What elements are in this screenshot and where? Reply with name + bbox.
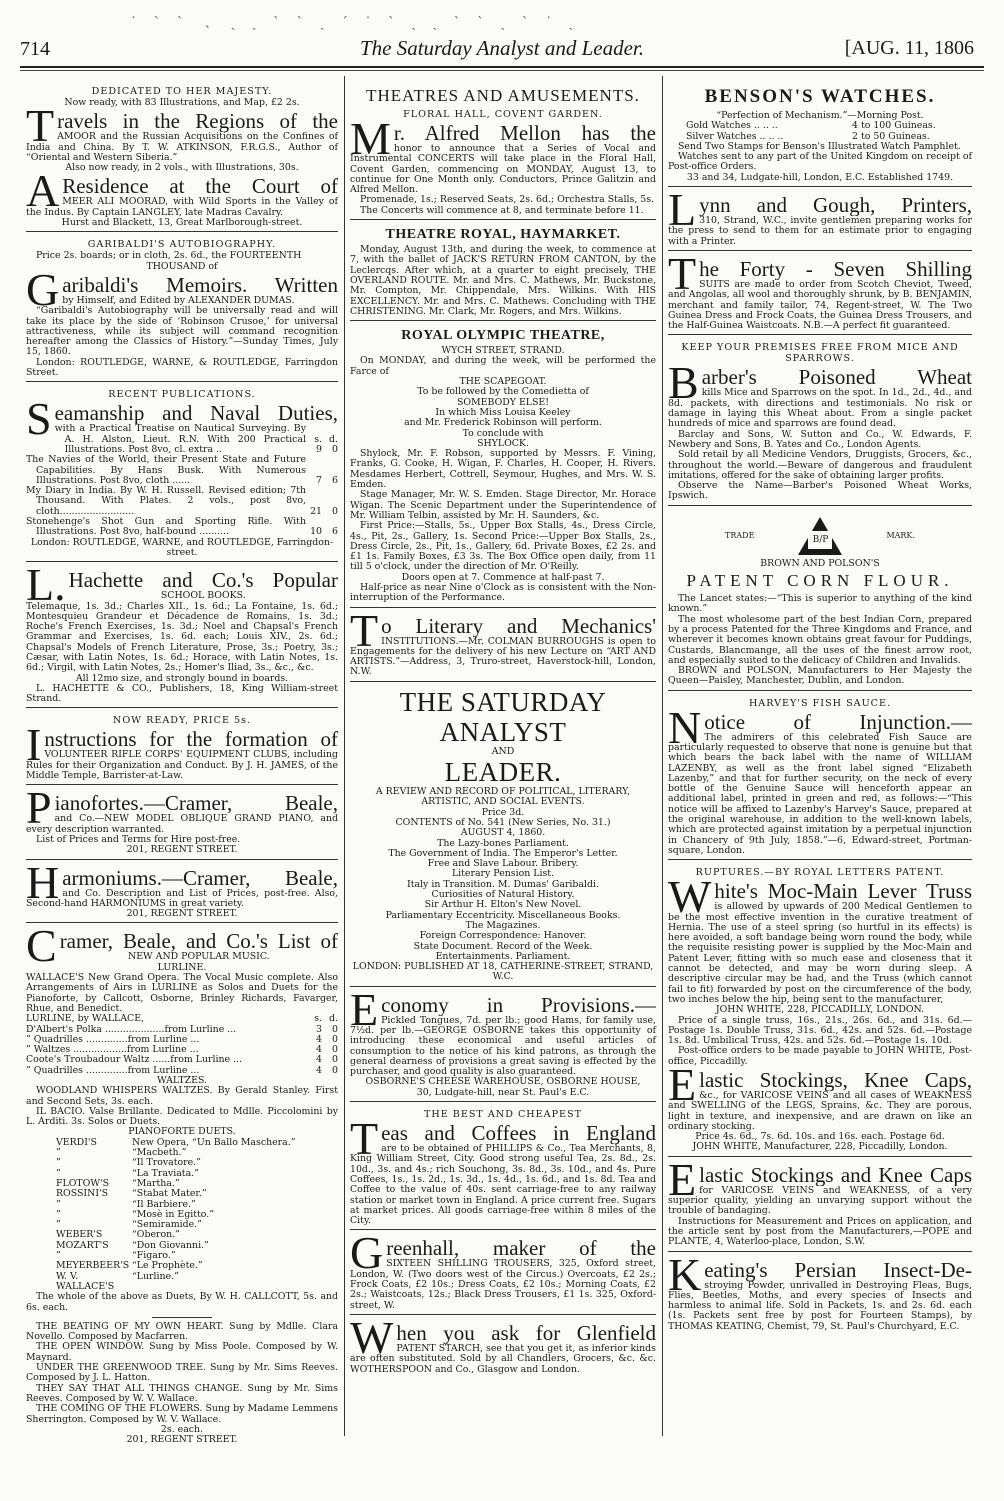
centered-line: and Mr. Frederick Robinson will perform. (404, 417, 602, 429)
paragraph: Half-price as near Nine o'Clock as is consistent with the Non-interruption of the Performance. (350, 581, 656, 604)
advertisement (668, 1248, 972, 1335)
centered-line: BROWN AND POLSON'S (760, 557, 880, 569)
section-kicker: FLORAL HALL, COVENT GARDEN. (403, 109, 603, 120)
centered-line: WALTZES. (156, 1075, 208, 1086)
price-pence: 0 (332, 1064, 338, 1076)
headline: arber's Poisoned Wheat (701, 366, 972, 389)
centered-line: LONDON: PUBLISHED AT 18, CATHERINE-STREET, STRAND, W.C. (352, 961, 654, 983)
price-row (26, 455, 338, 486)
paragraph: The admirers of this celebrated Fish Sauce are particularly requested to observe that none is genuine but that which bears the back label with the name of WILLIAM LAZENBY, as well as the front label signed “Elizabeth Lazenby,” and that for further security, on the neck of every bottle of the Genuine Sauce will henceforth appear an additional label, printed in green and red, as follows:—“This notice will be affixed to Lazenby's Harvey's Sauce, prepared at the original warehouse, in addition to the well-known labels, which are protected against imitation by a perpetual injunction in Chancery of 9th July, 1858.”—6, Edward-street, Portman-square, London. (668, 731, 972, 856)
paragraph: Observe the Name—Barber's Poisoned Wheat Works, Ipswich. (668, 480, 972, 502)
paragraph: Sold retail by all Medicine Vendors, Druggists, Grocers, &c., throughout the world.—Beware of dangerous and fraudulent imitations, offered for the sake of obtaining larger profits. (668, 449, 972, 481)
paragraph: The Concerts will commence at 8, and terminate before 11. (360, 204, 644, 216)
drop-cap: C (26, 920, 57, 972)
composer: ROSSINI'S (56, 1188, 109, 1200)
header-rule-thin (20, 70, 984, 71)
paragraph: Barclay and Sons, W. Sutton and Co., W. Edwards, F. Newbery and Sons, B. Yates and Co., London Agents. (668, 428, 972, 450)
price-pence: d. (329, 1013, 338, 1025)
composer: ” (56, 1147, 61, 1159)
centered-line: In which Miss Louisa Keeley (435, 406, 571, 418)
headline: hen you ask for Glenfield (396, 1321, 656, 1344)
headline: Hachette and Co.'s Popular (68, 569, 338, 592)
composer: ” (56, 1208, 61, 1220)
scan-noise: ˙ ` ` ﹑ ˎ ˏ ` ˋ ˎ ˊ ˙ ` ˎ ˏ ˋ ˋ ˎ ` ˙ ˏ (130, 15, 580, 31)
price-pence: 0 (332, 1033, 338, 1045)
advertisement (350, 1227, 656, 1314)
drop-cap: T (26, 100, 55, 152)
drop-cap: E (668, 1153, 697, 1205)
paragraph: Instructions for Measurement and Prices on application, and the article sent by post from the Manufacturers,—POPE and PLANTE, 4, Waterloo-place, London, S.W. (668, 1215, 972, 1248)
mark-label: MARK. (886, 531, 915, 541)
centered-line: The Magazines. (465, 919, 541, 931)
centered-line: CONTENTS of No. 541 (New Series, No. 31.) (395, 816, 611, 828)
composer: ” (56, 1219, 61, 1231)
price-shillings: 3 (316, 1023, 322, 1035)
paragraph: The Lancet states:—“This is superior to anything of the kind known.” (668, 593, 972, 615)
paragraph: BROWN and POLSON, Manufacturers to Her Majesty the Queen—Paisley, Manchester, Dublin, and London. (668, 665, 972, 687)
price-item: ” Quadrilles ..............from Lurline ... (26, 1064, 200, 1076)
paragraph: UNDER THE GREENWOOD TREE. Sung by Mr. Sims Reeves. Composed by J. L. Hatton. (26, 1362, 338, 1384)
advertisement (26, 559, 338, 708)
paragraph: PATENT STARCH, see that you get it, as inferior kinds are often substituted. Sold by all Chandlers, Grocers, &c. &c. WOTHERSPOON and Co., Glasgow and London. (350, 1342, 656, 1375)
price-item: Silver Watches .. .. .. (686, 130, 784, 142)
drop-cap: E (668, 1059, 697, 1110)
paragraph: Monday, August 13th, and during the week, to commence at 7, with the ballet of JACK'S RETURN FROM CANTON, by the Leclercqs. After which, at a quarter to eight precisely, THE OVERLAND ROUTE. Mr. and Mrs. C. Mathews, Mr. Buckstone, Mr. Compton, Mr. Chippendale, Mrs. Wilkins. With HIS EXCELLENCY. Mr. and Mrs. C. Mathews. Concluding with THE CHRISTENING. Mr. Clark, Mr. Rogers, and Mrs. Wilkins. (350, 244, 656, 317)
paragraph: Stage Manager, Mr. W. S. Emden. Stage Director, Mr. Horace Wigan. The Scenic Department under the Superintendence of Mr. William Telbin, assisted by Mr. H. Saunders, &c. (350, 489, 656, 521)
masthead-title: THE SATURDAY ANALYST (399, 686, 607, 747)
paragraph: are to be obtained of PHILLIPS & Co., Tea Merchants, 8, King William Street, City. Good strong useful Tea, 2s. 8d., 2s. 10d., 3s. and 4s.; rich Souchong, 3s. 8d., 3s. 10d., and 4s. Pure Coffees, 1s., 1s. 2d., 1s. 3d., 1s. 4d., 1s. 6d., and 1s. 8d. Tea and Coffee to the value of 40s. sent carriage-free to any railway station or market town in England. A price current free. Sugars at market prices. All goods carriage-free within 8 miles of the City. (350, 1143, 656, 1227)
paragraph: VOLUNTEER RIFLE CORPS' EQUIPMENT CLUBS, including Rules for their Organization and Conduct. By J. H. JAMES, of the Middle Temple, Barrister-at-Law. (26, 749, 338, 782)
composer: ” (56, 1250, 61, 1262)
price-pence: 0 (332, 1023, 338, 1035)
centered-line: State Document. Record of the Week. (413, 940, 593, 952)
centered-line: Literary Pension List. (451, 868, 555, 880)
music-list-item (26, 1272, 338, 1293)
issue-date: [AUG. 11, 1806 (844, 37, 974, 59)
paragraph: 310, Strand, W.C., invite gentlemen preparing works for the press to send to them for an estimate prior to engaging with a Printer. (668, 215, 972, 247)
composer: WEBER'S (56, 1229, 103, 1241)
paragraph: THE BEATING OF MY OWN HEART. Sung by Mdlle. Clara Novello. Composed by Macfarren. (26, 1320, 338, 1343)
centered-line: Also now ready, in 2 vols., with Illustrations, 30s. (65, 162, 299, 174)
price-value: 2 to 50 Guineas. (852, 130, 930, 142)
price-pence: 6 (332, 526, 338, 538)
composer: ” (56, 1167, 61, 1179)
centered-line: Now ready, with 83 Illustrations, and Map, £2 2s. (64, 97, 300, 108)
headline: hite's Moc-Main Lever Truss (714, 880, 972, 903)
price-shillings: 10 (310, 526, 322, 538)
paragraph: THEY SAY THAT ALL THINGS CHANGE. Sung by Mr. Sims Reeves. Composed by W. V. Wallace. (26, 1382, 338, 1404)
headline: Residence at the Court of (62, 175, 338, 198)
headline: r. Alfred Mellon has the (393, 122, 656, 144)
advertisement (350, 1311, 656, 1378)
centered-line: 201, REGENT STREET. (126, 908, 238, 920)
centered-line: NEW AND POPULAR MUSIC. (128, 951, 270, 963)
paragraph: MEER ALI MOORAD, with Wild Sports in the Valley of the Indus. By Captain LANGLEY, late Madras Cavalry. (26, 196, 338, 218)
price-pence: 6 (332, 474, 338, 486)
section-title: THEATRES AND AMUSEMENTS. (366, 86, 640, 105)
centered-line: 33 and 34, Ludgate-hill, London, E.C. Established 1749. (686, 171, 954, 183)
work-title: “Il Barbiere.” (132, 1198, 196, 1210)
centered-line: WYCH STREET, STRAND. (441, 345, 565, 357)
centered-line: The Lazy-bones Parliament. (437, 837, 569, 849)
centered-line: “Perfection of Mechanism.”—Morning Post. (716, 110, 924, 121)
section-kicker: THE BEST AND CHEAPEST (423, 1109, 583, 1121)
headline: ianofortes.—Cramer, Beale, (54, 792, 338, 815)
composer: W. V. WALLACE'S (56, 1270, 115, 1292)
paragraph: for VARICOSE VEINS and WEAKNESS, of a very superior quality, yielding an unvarying support without the trouble of bandaging. (668, 1184, 972, 1217)
column-divider (344, 76, 345, 1436)
advertisement (26, 856, 338, 924)
paragraph: THE COMING OF THE FLOWERS. Sung by Madame Lemmens Sherrington. Composed by W. V. Wallace. (26, 1403, 338, 1425)
advert-title: BENSON'S WATCHES. (704, 86, 936, 107)
trade-mark (668, 517, 972, 555)
paragraph: and Co.—NEW MODEL OBLIQUE GRAND PIANO, and every description warranted. (26, 813, 338, 835)
centered-line: To be followed by the Comedietta of (417, 386, 589, 398)
drop-cap: N (668, 701, 702, 753)
drop-cap: E (350, 983, 379, 1035)
paragraph: On MONDAY, and during the week, will be performed the Farce of (350, 355, 656, 377)
advertisement (350, 223, 656, 321)
trade-mark-monogram: B/P (808, 531, 832, 549)
centered-line: The Government of India. The Emperor's Letter. (388, 847, 618, 859)
paragraph: is allowed by upwards of 200 Medical Gentlemen to be the most effective invention in the curative treatment of Hernia. The use of a steel spring (so hurtful in its effects) is here avoided, a soft bandage being worn round the body, while the requisite resisting power is supplied by the Moc-Main and Patent Lever, fitting with so much ease and closeness that it cannot be detected, and may be worn during sleep. A descriptive circular may be had, and the Truss (which cannot fail to fit) forwarded by post on the circumference of the body, two inches below the hip, being sent to the manufacturer, (668, 901, 972, 1005)
advertisement (350, 685, 656, 987)
paragraph: Pickled Tongues, 7d. per lb.; good Hams, for family use, 7½d. per lb.—GEORGE OSBORNE takes this opportunity of introducing these economical and useful articles of consumption to the notice of his kind patrons, as through the general dearness of provisions a great saving is effected by the purchaser, and good quality is also guaranteed. (350, 1014, 656, 1078)
paragraph: List of Prices and Terms for Hire post-free. (36, 833, 241, 845)
price-shillings: 7 (316, 474, 322, 486)
product-title: PATENT CORN FLOUR. (686, 571, 954, 591)
advertisement (26, 920, 338, 1448)
price-row (55, 424, 338, 455)
centered-line: 201, REGENT STREET. (126, 844, 238, 856)
trade-mark-triangle-icon (798, 517, 842, 555)
centered-line: All 12mo size, and strongly bound in boards. (75, 672, 289, 684)
price-item: ” Quadrilles ..............from Lurline ... (26, 1033, 200, 1045)
price-pence: 0 (332, 505, 338, 517)
work-title: “Mosè in Egitto.” (132, 1208, 215, 1220)
drop-cap: G (26, 263, 60, 315)
drop-cap: K (668, 1248, 702, 1300)
advertisement (26, 235, 338, 382)
price-shillings: s. (314, 1013, 322, 1025)
paragraph: stroying Powder, unrivalled in Destroying Fleas, Bugs, Flies, Beetles, Moths, and every species of Insects and harmless to animal life. Sold in Packets, 1s. and 2s. 6d. each (1s. Packets sent free by post for Fourteen Stamps), by THOMAS KEATING, Chemist, 79, St. Paul's Churchyard, E.C. (668, 1279, 972, 1332)
centered-line: AND (491, 745, 515, 757)
paragraph: Watches sent to any part of the United Kingdom on receipt of Post-office Orders. (668, 151, 972, 173)
price-item: with a Practical Treatise on Nautical Surveying. By A. H. Alston, Lieut. R.N. With 200 Practical Illustrations. Post 8vo, cl. extra .. (54, 423, 306, 455)
drop-cap: H (26, 856, 60, 908)
centered-line: LURLINE. (157, 961, 207, 973)
centered-line: OSBORNE'S CHEESE WAREHOUSE, OSBORNE HOUSE, (365, 1076, 641, 1088)
drop-cap: I (26, 719, 42, 771)
masthead-title: LEADER. (444, 757, 562, 788)
price-row (26, 486, 338, 517)
centered-line: Doors open at 7. Commence at half-past 7. (401, 571, 605, 583)
centered-line: Price 4s. 6d., 7s. 6d. 10s. and 16s. each. Postage 6d. (695, 1131, 945, 1143)
paragraph: INSTITUTIONS.—Mr. COLMAN BURROUGHS is open to Engagements for the delivery of his new Lecture on “ART AND ARTISTS.”—Address, 3, Truro-street, Haverstock-hill, London, N.W. (350, 635, 656, 678)
work-title: “Lurline.” (132, 1270, 179, 1282)
section-heading: ROYAL OLYMPIC THEATRE, (401, 328, 605, 344)
centered-line: Parliamentary Eccentricity. Miscellaneous Books. (385, 909, 621, 921)
composer: MEYERBEER'S (56, 1260, 130, 1272)
drop-cap: W (350, 1311, 394, 1363)
paragraph: Send Two Stamps for Benson's Illustrated Watch Pamphlet. (678, 140, 961, 152)
price-value: 4 to 100 Guineas. (852, 120, 936, 132)
price-shillings: 4 (316, 1044, 322, 1056)
section-heading: THEATRE ROYAL, HAYMARKET. (385, 227, 621, 243)
headline: lastic Stockings and Knee Caps (699, 1163, 972, 1186)
advertisement (668, 509, 972, 691)
paragraph: AMOOR and the Russian Acquisitions on the Confines of India and China. By T. W. ATKINSON, F.R.G.S., Author of “Oriental and Western Siberia.” (26, 131, 338, 163)
advertisement (668, 1153, 972, 1252)
price-item: LURLINE, by WALLACE, (26, 1013, 145, 1025)
paragraph: SUITS are made to order from Scotch Cheviot, Tweed, and Angolas, all wool and thoroughly shrunk, by B. BENJAMIN, merchant and family tailor, 74, Regent-street, W. The Two Guinea Dress and Frock Coats, the Guinea Dress Trousers, and the Half-Guinea Waistcoats. N.B.—A perfect fit guaranteed. (668, 278, 972, 332)
drop-cap: A (26, 165, 60, 217)
centered-line: A REVIEW AND RECORD OF POLITICAL, LITERARY, ARTISTIC, AND SOCIAL EVENTS. (375, 786, 631, 808)
headline: eas and Coffees in England (381, 1122, 656, 1145)
price-item: ” Waltzes ..................from Lurline ... (26, 1044, 199, 1056)
paragraph: “Garibaldi's Autobiography will be universally read and will take its place by the side of ‘Robinson Crusoe,’ for universal attractiveness, while its subject will command recognition hereafter among the Classics of History.”—Sunday Times, July 15, 1860. (26, 305, 338, 358)
centered-line: Italy in Transition. M. Dumas' Garibaldi. (406, 878, 600, 890)
headline: conomy in Provisions.— (381, 993, 656, 1016)
centered-line: Sir Arthur H. Elton's New Novel. (424, 899, 582, 911)
advertisement (668, 82, 972, 187)
column-left (26, 82, 338, 1451)
price-item: D'Albert's Polka ....................from Lurline ... (26, 1023, 237, 1035)
advertisement (668, 338, 972, 505)
short-rule (152, 1317, 212, 1318)
price-shillings: 21 (310, 505, 322, 517)
headline: otice of Injunction.— (704, 710, 972, 733)
work-title: “Semiramide.” (132, 1219, 202, 1231)
page-number: 714 (20, 38, 50, 60)
music-list-item (26, 1241, 338, 1251)
drop-cap: P (26, 782, 52, 834)
centered-line: SHYLOCK. (477, 437, 529, 449)
price-row (26, 517, 338, 538)
advertisement (350, 1105, 656, 1230)
centered-line: Foreign Correspondence: Hanover. (419, 930, 587, 942)
centered-line: To conclude with (462, 427, 544, 439)
composer: MOZART'S (56, 1239, 109, 1251)
paragraph: First Price:—Stalls, 5s., Upper Box Stalls, 4s., Dress Circle, 4s., Pit, 2s., Gallery, 1s. Second Price:—Upper Box Stalls, 2s., Dress Circle, 2s., Pit, 1s., Gallery, 6d. Private Boxes, £2 2s. and £1 1s. Family Boxes, £3 3s. The Box Office open daily, from 11 till 5 o'clock, under the direction of Mr. O'Reilly. (350, 520, 656, 573)
centered-line: THE SCAPEGOAT. (459, 376, 547, 388)
paragraph: The most wholesome part of the best Indian Corn, prepared by a process Patented for the Three Kingdoms and France, and wherever it becomes known obtains great favour for Puddings, Custards, Blancmange, all the uses of the finest arrow root, and especially suited to the delicacy of Children and Invalids. (668, 613, 972, 666)
price-pence: d. 0 (329, 433, 338, 455)
headline: reenhall, maker of the (386, 1237, 656, 1260)
advertisement (668, 247, 972, 335)
price-row (26, 1014, 338, 1024)
composer: VERDI'S (56, 1136, 97, 1148)
headline: armoniums.—Cramer, Beale, (62, 866, 338, 889)
column-right (668, 82, 972, 1338)
work-title: “Le Prophète.” (132, 1260, 203, 1272)
running-title: The Saturday Analyst and Leader. (359, 36, 645, 60)
header-rule (20, 66, 984, 68)
section-kicker: GARIBALDI'S AUTOBIOGRAPHY. (87, 239, 277, 251)
paragraph: by Himself, and Edited by ALEXANDER DUMAS. (62, 294, 295, 306)
price-item: Stonehenge's Shot Gun and Sporting Rifle. With Illustrations. Post 8vo, half-bound .......... (26, 516, 306, 538)
work-title: “Figaro.” (132, 1250, 176, 1262)
centered-line: SCHOOL BOOKS. (160, 590, 246, 602)
composer: FLOTOW'S (56, 1177, 109, 1189)
paragraph: THE OPEN WINDOW. Sung by Miss Poole. Composed by W. Maynard. (26, 1341, 338, 1363)
paragraph: Promenade, 1s.; Reserved Seats, 2s. 6d.; Orchestra Stalls, 5s. (360, 194, 655, 206)
drop-cap: L. (26, 559, 66, 611)
trade-label: TRADE (725, 531, 755, 541)
headline: o Literary and Mechanics' (381, 614, 656, 637)
paragraph: SIXTEEN SHILLING TROUSERS, 325, Oxford street, London, W. (Two doors west of the Circus.) Overcoats, £2 2s.; Frock Coats, £2 10s.; Dress Coats, £2 10s.; Morning Coats, £2 2s.; Waistcoats, 12s.; Black Dress Trousers, £1 1s. 325, Oxford-street, W. (350, 1258, 656, 1311)
centered-line: 30, Ludgate-hill, near St. Paul's E.C. (416, 1086, 590, 1098)
advertisement (26, 82, 338, 232)
headline: he Forty - Seven Shilling (699, 257, 972, 280)
headline: eamanship and Naval Duties, (54, 402, 338, 425)
price-pence: 0 (332, 1054, 338, 1066)
advertisement (350, 983, 656, 1102)
drop-cap: T (350, 604, 379, 656)
drop-cap: L (668, 184, 697, 236)
headline: ynn and Gough, Printers, (699, 194, 972, 217)
advertisement (668, 184, 972, 251)
paragraph: Shylock, Mr. F. Robson, supported by Messrs. F. Vining, Franks, G. Cooke, H. Wigan, F. Charles, H. Cooper, H. Rivers. Mesdames Herbert, Cottrell, Seymour, Hughes, and Mrs. W. S. Emden. (350, 448, 656, 491)
composer: ” (56, 1157, 61, 1169)
advertisement (350, 604, 656, 682)
headline: eating's Persian Insect-De- (704, 1258, 972, 1281)
price-shillings: 4 (316, 1064, 322, 1076)
section-kicker: HARVEY'S FISH SAUCE. (748, 697, 892, 709)
work-title: “La Traviata.” (132, 1167, 199, 1179)
headline: aribaldi's Memoirs. Written (62, 273, 338, 296)
drop-cap: T (350, 1113, 379, 1165)
price-shillings: 4 (316, 1033, 322, 1045)
centered-line: Hurst and Blackett, 13, Great Marlborough-street. (61, 217, 303, 229)
drop-cap: S (26, 393, 52, 445)
centered-line: JOHN WHITE, Manufacturer, 228, Piccadilly, London. (692, 1141, 948, 1153)
headline: ravels in the Regions of the (57, 110, 338, 133)
paragraph: London: ROUTLEDGE, WARNE, & ROUTLEDGE, Farringdon Street. (26, 356, 338, 379)
work-title: “Stabat Mater.” (132, 1188, 207, 1200)
column-divider (662, 76, 663, 1436)
centered-line: London: ROUTLEDGE, WARNE, and ROUTLEDGE, Farringdon-street. (30, 536, 334, 558)
paragraph: L. HACHETTE & CO., Publishers, 18, King William-street Strand. (26, 682, 338, 705)
price-item: The Navies of the World, their Present State and Future Capabilities. By Hans Busk. With Numerous Illustrations. Post 8vo, cloth ...... (26, 454, 306, 486)
centered-line: SOMEBODY ELSE! (456, 396, 550, 408)
paragraph: &c., for VARICOSE VEINS and all cases of WEAKNESS and SWELLING of the LEGS, Sprains, &c. They are porous, light in texture, and inexpensive, and are drawn on like an ordinary stocking. (668, 1090, 972, 1132)
centered-line: Entertainments. Parliament. (435, 950, 571, 962)
advertisement (668, 694, 972, 861)
work-title: “Macbeth.” (132, 1147, 187, 1159)
work-title: “Martha.” (132, 1177, 180, 1189)
centered-line: 201, REGENT STREET. (126, 1434, 238, 1446)
work-title: “Don Giovanni.” (132, 1239, 209, 1251)
section-kicker: RECENT PUBLICATIONS. (108, 389, 256, 401)
advertisement (350, 324, 656, 607)
advertisement (26, 782, 338, 859)
column-middle (350, 82, 656, 1381)
paragraph: honor to announce that a Series of Vocal and Instrumental CONCERTS will take place in the Floral Hall, Covent Garden, commencing on MONDAY, August 13, to continue for One Month only. Conductors, Prince Galitzin and Alfred Mellon. (350, 143, 656, 196)
paragraph: and Co. Description and List of Prices, post-free. Also, Second-hand HARMONIUMS in great variety. (26, 887, 338, 909)
price-shillings: 4 (316, 1054, 322, 1066)
advertisement (350, 82, 656, 220)
headline: nstructions for the formation of (44, 728, 338, 751)
paragraph: WOODLAND WHISPERS WALTZES. By Gerald Stanley. First and Second Sets, 3s. each. (26, 1085, 338, 1107)
paragraph: Price 2s. boards; or in cloth, 2s. 6d., the FOURTEENTH (36, 250, 302, 262)
advertisement (26, 711, 338, 785)
centered-line: Price 3d. (481, 806, 525, 818)
paragraph: IL BACIO. Valse Brillante. Dedicated to Mdlle. Piccolomini by L. Arditi. 3s. Solos or Duets. (26, 1105, 338, 1128)
centered-line: 2s. each. (160, 1423, 204, 1435)
price-pence: 0 (332, 1044, 338, 1056)
page-header (0, 36, 1004, 62)
work-title: New Opera, “Un Ballo Maschera.” (132, 1136, 296, 1148)
paragraph: WALLACE'S New Grand Opera. The Vocal Music complete. Also Arrangements of Airs in LURLINE as Solos and Duets for the Pianoforte, by Callcott, Osborne, Brinley Richards, Favarger, Rhue, and Benedict. (26, 972, 338, 1014)
paragraph: Telemaque, 1s. 3d.; Charles XII., 1s. 6d.; La Fontaine, 1s. 6d.; Montesquieu Grandeur et Décadence de Romains, 1s. 3d.; Roche's French Exercises, 1s. 3d.; Noel and Chapsal's French Grammar and Exercises, 1s. 6d. each; Louis XIV., 2s. 6d.; Chapsal's Models of French Literature, Prose, 3s.; Poetry, 3s.; Cæsar, with Latin Notes, 1s. 6d.; Horace, with Latin Notes, 1s. 6d.; Virgil, with Latin Notes, 2s.; Homer's Iliad, 3s., &c., &c. (26, 600, 338, 674)
centered-line: AUGUST 4, 1860. (460, 827, 546, 839)
paragraph: The whole of the above as Duets, By W. H. CALLCOTT, 5s. and 6s. each. (26, 1291, 338, 1313)
paragraph: Price of a single truss, 16s., 21s., 26s. 6d., and 31s. 6d.—Postage 1s. Double Truss, 31s. 6d., 42s. and 52s. 6d.—Postage 1s. 8d. Umbilical Truss, 42s. and 52s. 6d.—Postage 1s. 10d. (668, 1014, 972, 1047)
centered-line: PIANOFORTE DUETS. (128, 1126, 236, 1138)
drop-cap: W (668, 871, 712, 923)
drop-cap: B (668, 357, 699, 409)
price-item: Gold Watches .. .. .. (686, 120, 778, 132)
advertisement (26, 385, 338, 562)
work-title: “Oberon.” (132, 1229, 180, 1241)
work-title: “Il Trovatore.” (132, 1157, 201, 1169)
section-kicker: DEDICATED TO HER MAJESTY. (91, 86, 273, 97)
centered-line: JOHN WHITE, 228, PICCADILLY, LONDON. (715, 1004, 925, 1016)
paragraph: kills Mice and Sparrows on the spot. In 1d., 2d., 4d., and 8d. packets, with directions and testimonials. No risk or damage in laying this Wheat about. From a single packet hundreds of mice and sparrows are found dead. (668, 387, 972, 430)
composer: ” (56, 1198, 61, 1210)
centered-line: THOUSAND of (146, 260, 218, 272)
advertisement (668, 863, 972, 1157)
headline: lastic Stockings, Knee Caps, (699, 1069, 972, 1091)
centered-line: Free and Slave Labour. Bribery. (427, 858, 579, 870)
section-kicker: KEEP YOUR PREMISES FREE FROM MICE AND SPARROWS. (681, 342, 959, 365)
centered-line: Curiosities of Natural History. (431, 889, 575, 901)
headline: ramer, Beale, and Co.'s List of (59, 930, 338, 953)
drop-cap: T (668, 247, 697, 299)
section-kicker: RUPTURES.—BY ROYAL LETTERS PATENT. (695, 867, 945, 879)
price-shillings: s. 9 (314, 433, 322, 455)
section-kicker: NOW READY, PRICE 5s. (112, 715, 252, 727)
price-item: Coote's Troubadour Waltz ......from Lurline ... (26, 1054, 242, 1066)
drop-cap: G (350, 1227, 384, 1279)
paragraph: Post-office orders to be made payable to JOHN WHITE, Post-office, Piccadilly. (668, 1045, 972, 1067)
price-item: My Diary in India. By W. H. Russell. Revised edition; 7th Thousand. With Plates. 2 vols., post 8vo, cloth......................... (26, 485, 306, 517)
drop-cap: M (350, 113, 391, 164)
